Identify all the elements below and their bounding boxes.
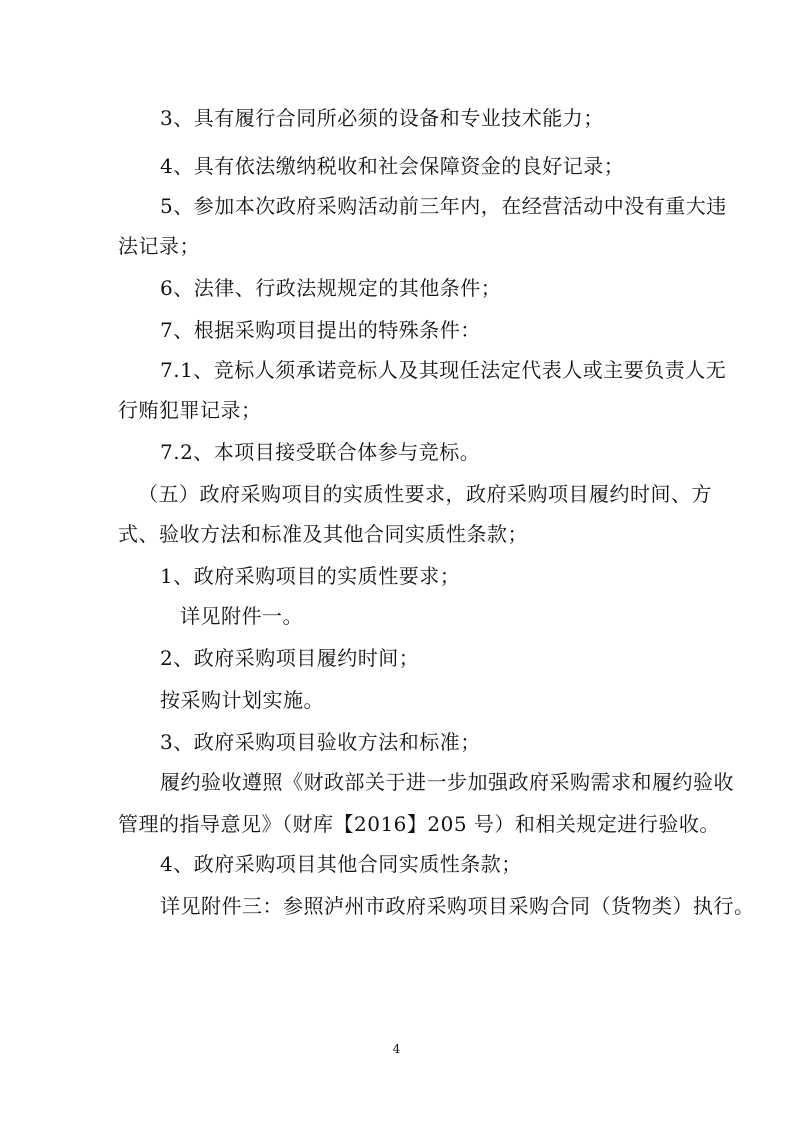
text-line-5: 6、法律、行政法规规定的其他条件； xyxy=(160,276,502,300)
text-line-18: 管理的指导意见》（财库【2016】205 号）和相关规定进行验收。 xyxy=(118,812,720,836)
text-line-14: 2、政府采购项目履约时间； xyxy=(160,646,420,670)
text-line-17: 履约验收遵照《财政部关于进一步加强政府采购需求和履约验收 xyxy=(160,770,734,794)
page-number: 4 xyxy=(392,1042,401,1056)
text-line-1: 3、具有履行合同所必须的设备和专业技术能力； xyxy=(160,106,604,130)
text-line-6: 7、根据采购项目提出的特殊条件： xyxy=(160,318,481,342)
text-line-15: 按采购计划实施。 xyxy=(160,688,324,712)
text-line-10: （五）政府采购项目的实质性要求，政府采购项目履约时间、方 xyxy=(138,482,712,506)
text-line-8: 行贿犯罪记录； xyxy=(118,398,262,422)
text-line-9: 7.2、本项目接受联合体参与竞标。 xyxy=(160,440,481,464)
text-line-20: 详见附件三：参照泸州市政府采购项目采购合同（货物类）执行。 xyxy=(160,894,755,918)
text-line-11: 式、验收方法和标准及其他合同实质性条款； xyxy=(118,522,528,546)
text-line-2: 4、具有依法缴纳税收和社会保障资金的良好记录； xyxy=(160,154,625,178)
text-line-16: 3、政府采购项目验收方法和标准； xyxy=(160,730,481,754)
text-line-13: 详见附件一。 xyxy=(180,604,303,628)
text-line-4: 法记录； xyxy=(118,234,200,258)
text-line-7: 7.1、竞标人须承诺竞标人及其现任法定代表人或主要负责人无 xyxy=(160,358,727,382)
text-line-3: 5、参加本次政府采购活动前三年内，在经营活动中没有重大违 xyxy=(160,194,727,218)
text-line-19: 4、政府采购项目其他合同实质性条款； xyxy=(160,852,522,876)
text-line-12: 1、政府采购项目的实质性要求； xyxy=(160,564,461,588)
